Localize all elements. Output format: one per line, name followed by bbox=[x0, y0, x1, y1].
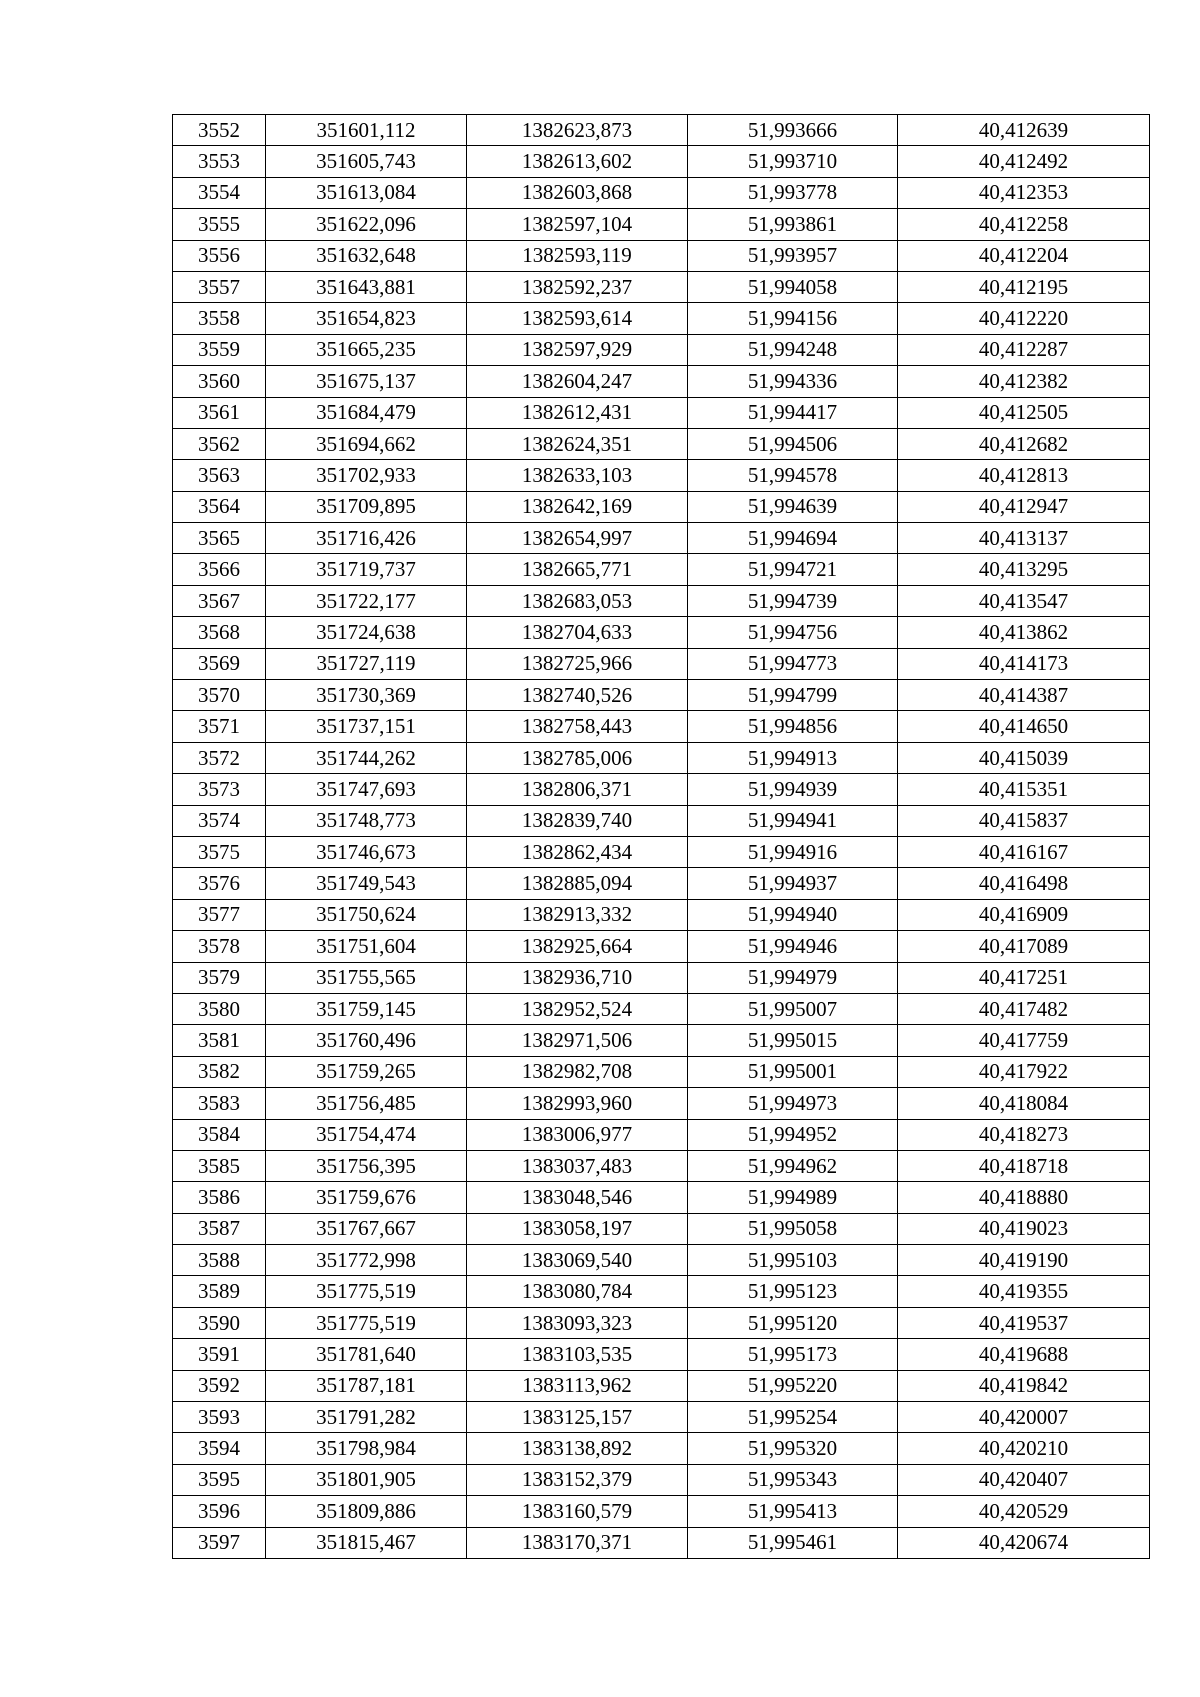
table-row bbox=[173, 742, 1150, 773]
longitude-cell: 40,415039 bbox=[898, 742, 1150, 773]
x-coordinate-cell: 351759,265 bbox=[266, 1056, 467, 1087]
y-coordinate-cell: 1383080,784 bbox=[467, 1276, 688, 1307]
longitude-cell: 40,412220 bbox=[898, 303, 1150, 334]
x-coordinate-cell: 351737,151 bbox=[266, 711, 467, 742]
latitude-cell: 51,995058 bbox=[688, 1213, 898, 1244]
longitude-cell: 40,417482 bbox=[898, 993, 1150, 1024]
longitude-cell: 40,417251 bbox=[898, 962, 1150, 993]
longitude-cell: 40,412947 bbox=[898, 491, 1150, 522]
y-coordinate-cell: 1382971,506 bbox=[467, 1025, 688, 1056]
latitude-cell: 51,995461 bbox=[688, 1527, 898, 1558]
point-number-cell: 3580 bbox=[173, 993, 266, 1024]
x-coordinate-cell: 351749,543 bbox=[266, 868, 467, 899]
latitude-cell: 51,994578 bbox=[688, 460, 898, 491]
latitude-cell: 51,995220 bbox=[688, 1370, 898, 1401]
x-coordinate-cell: 351755,565 bbox=[266, 962, 467, 993]
x-coordinate-cell: 351605,743 bbox=[266, 146, 467, 177]
point-number-cell: 3554 bbox=[173, 177, 266, 208]
table-row bbox=[173, 1150, 1150, 1181]
x-coordinate-cell: 351809,886 bbox=[266, 1496, 467, 1527]
latitude-cell: 51,994979 bbox=[688, 962, 898, 993]
longitude-cell: 40,412639 bbox=[898, 115, 1150, 146]
latitude-cell: 51,993666 bbox=[688, 115, 898, 146]
table-row bbox=[173, 554, 1150, 585]
longitude-cell: 40,412204 bbox=[898, 240, 1150, 271]
y-coordinate-cell: 1383152,379 bbox=[467, 1464, 688, 1495]
y-coordinate-cell: 1382592,237 bbox=[467, 271, 688, 302]
y-coordinate-cell: 1383103,535 bbox=[467, 1339, 688, 1370]
x-coordinate-cell: 351613,084 bbox=[266, 177, 467, 208]
point-number-cell: 3585 bbox=[173, 1150, 266, 1181]
longitude-cell: 40,416498 bbox=[898, 868, 1150, 899]
point-number-cell: 3558 bbox=[173, 303, 266, 334]
x-coordinate-cell: 351751,604 bbox=[266, 931, 467, 962]
latitude-cell: 51,994506 bbox=[688, 428, 898, 459]
longitude-cell: 40,417089 bbox=[898, 931, 1150, 962]
y-coordinate-cell: 1383069,540 bbox=[467, 1245, 688, 1276]
y-coordinate-cell: 1382925,664 bbox=[467, 931, 688, 962]
table-row bbox=[173, 868, 1150, 899]
latitude-cell: 51,994721 bbox=[688, 554, 898, 585]
table-row bbox=[173, 1307, 1150, 1338]
y-coordinate-cell: 1383138,892 bbox=[467, 1433, 688, 1464]
point-number-cell: 3561 bbox=[173, 397, 266, 428]
longitude-cell: 40,418273 bbox=[898, 1119, 1150, 1150]
longitude-cell: 40,417922 bbox=[898, 1056, 1150, 1087]
latitude-cell: 51,993778 bbox=[688, 177, 898, 208]
latitude-cell: 51,995123 bbox=[688, 1276, 898, 1307]
y-coordinate-cell: 1382839,740 bbox=[467, 805, 688, 836]
x-coordinate-cell: 351675,137 bbox=[266, 366, 467, 397]
y-coordinate-cell: 1382603,868 bbox=[467, 177, 688, 208]
table-row bbox=[173, 1088, 1150, 1119]
y-coordinate-cell: 1383037,483 bbox=[467, 1150, 688, 1181]
x-coordinate-cell: 351684,479 bbox=[266, 397, 467, 428]
y-coordinate-cell: 1383125,157 bbox=[467, 1402, 688, 1433]
y-coordinate-cell: 1382936,710 bbox=[467, 962, 688, 993]
point-number-cell: 3581 bbox=[173, 1025, 266, 1056]
x-coordinate-cell: 351622,096 bbox=[266, 209, 467, 240]
point-number-cell: 3588 bbox=[173, 1245, 266, 1276]
longitude-cell: 40,420529 bbox=[898, 1496, 1150, 1527]
point-number-cell: 3564 bbox=[173, 491, 266, 522]
latitude-cell: 51,994336 bbox=[688, 366, 898, 397]
x-coordinate-cell: 351601,112 bbox=[266, 115, 467, 146]
point-number-cell: 3555 bbox=[173, 209, 266, 240]
y-coordinate-cell: 1382885,094 bbox=[467, 868, 688, 899]
x-coordinate-cell: 351722,177 bbox=[266, 585, 467, 616]
y-coordinate-cell: 1382624,351 bbox=[467, 428, 688, 459]
longitude-cell: 40,419355 bbox=[898, 1276, 1150, 1307]
latitude-cell: 51,995254 bbox=[688, 1402, 898, 1433]
y-coordinate-cell: 1382665,771 bbox=[467, 554, 688, 585]
table-row bbox=[173, 240, 1150, 271]
longitude-cell: 40,420210 bbox=[898, 1433, 1150, 1464]
table-row bbox=[173, 1056, 1150, 1087]
latitude-cell: 51,994941 bbox=[688, 805, 898, 836]
latitude-cell: 51,995320 bbox=[688, 1433, 898, 1464]
table-row bbox=[173, 836, 1150, 867]
y-coordinate-cell: 1382654,997 bbox=[467, 523, 688, 554]
x-coordinate-cell: 351772,998 bbox=[266, 1245, 467, 1276]
table-row bbox=[173, 397, 1150, 428]
table-row bbox=[173, 774, 1150, 805]
longitude-cell: 40,412382 bbox=[898, 366, 1150, 397]
longitude-cell: 40,414387 bbox=[898, 680, 1150, 711]
latitude-cell: 51,995343 bbox=[688, 1464, 898, 1495]
y-coordinate-cell: 1383048,546 bbox=[467, 1182, 688, 1213]
x-coordinate-cell: 351815,467 bbox=[266, 1527, 467, 1558]
table-row bbox=[173, 805, 1150, 836]
latitude-cell: 51,994946 bbox=[688, 931, 898, 962]
table-row bbox=[173, 115, 1150, 146]
longitude-cell: 40,416909 bbox=[898, 899, 1150, 930]
x-coordinate-cell: 351760,496 bbox=[266, 1025, 467, 1056]
latitude-cell: 51,994773 bbox=[688, 648, 898, 679]
longitude-cell: 40,413862 bbox=[898, 617, 1150, 648]
y-coordinate-cell: 1382612,431 bbox=[467, 397, 688, 428]
point-number-cell: 3553 bbox=[173, 146, 266, 177]
point-number-cell: 3572 bbox=[173, 742, 266, 773]
longitude-cell: 40,413137 bbox=[898, 523, 1150, 554]
y-coordinate-cell: 1382758,443 bbox=[467, 711, 688, 742]
y-coordinate-cell: 1382862,434 bbox=[467, 836, 688, 867]
point-number-cell: 3583 bbox=[173, 1088, 266, 1119]
table-row bbox=[173, 523, 1150, 554]
longitude-cell: 40,420007 bbox=[898, 1402, 1150, 1433]
point-number-cell: 3570 bbox=[173, 680, 266, 711]
latitude-cell: 51,994856 bbox=[688, 711, 898, 742]
table-row bbox=[173, 1213, 1150, 1244]
latitude-cell: 51,994916 bbox=[688, 836, 898, 867]
point-number-cell: 3574 bbox=[173, 805, 266, 836]
latitude-cell: 51,994939 bbox=[688, 774, 898, 805]
latitude-cell: 51,994739 bbox=[688, 585, 898, 616]
point-number-cell: 3559 bbox=[173, 334, 266, 365]
table-row bbox=[173, 1496, 1150, 1527]
table-row bbox=[173, 617, 1150, 648]
x-coordinate-cell: 351748,773 bbox=[266, 805, 467, 836]
longitude-cell: 40,412682 bbox=[898, 428, 1150, 459]
point-number-cell: 3556 bbox=[173, 240, 266, 271]
x-coordinate-cell: 351702,933 bbox=[266, 460, 467, 491]
point-number-cell: 3579 bbox=[173, 962, 266, 993]
longitude-cell: 40,419023 bbox=[898, 1213, 1150, 1244]
longitude-cell: 40,413295 bbox=[898, 554, 1150, 585]
table-row bbox=[173, 491, 1150, 522]
table-row bbox=[173, 1025, 1150, 1056]
y-coordinate-cell: 1382704,633 bbox=[467, 617, 688, 648]
point-number-cell: 3592 bbox=[173, 1370, 266, 1401]
x-coordinate-cell: 351775,519 bbox=[266, 1307, 467, 1338]
x-coordinate-cell: 351727,119 bbox=[266, 648, 467, 679]
point-number-cell: 3591 bbox=[173, 1339, 266, 1370]
point-number-cell: 3589 bbox=[173, 1276, 266, 1307]
x-coordinate-cell: 351665,235 bbox=[266, 334, 467, 365]
point-number-cell: 3578 bbox=[173, 931, 266, 962]
point-number-cell: 3587 bbox=[173, 1213, 266, 1244]
table-row bbox=[173, 680, 1150, 711]
longitude-cell: 40,417759 bbox=[898, 1025, 1150, 1056]
y-coordinate-cell: 1382642,169 bbox=[467, 491, 688, 522]
longitude-cell: 40,418880 bbox=[898, 1182, 1150, 1213]
x-coordinate-cell: 351754,474 bbox=[266, 1119, 467, 1150]
y-coordinate-cell: 1382597,104 bbox=[467, 209, 688, 240]
latitude-cell: 51,995173 bbox=[688, 1339, 898, 1370]
latitude-cell: 51,994989 bbox=[688, 1182, 898, 1213]
y-coordinate-cell: 1382593,614 bbox=[467, 303, 688, 334]
longitude-cell: 40,414650 bbox=[898, 711, 1150, 742]
y-coordinate-cell: 1382740,526 bbox=[467, 680, 688, 711]
x-coordinate-cell: 351775,519 bbox=[266, 1276, 467, 1307]
longitude-cell: 40,418084 bbox=[898, 1088, 1150, 1119]
latitude-cell: 51,994694 bbox=[688, 523, 898, 554]
y-coordinate-cell: 1382982,708 bbox=[467, 1056, 688, 1087]
longitude-cell: 40,420407 bbox=[898, 1464, 1150, 1495]
latitude-cell: 51,994248 bbox=[688, 334, 898, 365]
table-row bbox=[173, 460, 1150, 491]
x-coordinate-cell: 351744,262 bbox=[266, 742, 467, 773]
longitude-cell: 40,412258 bbox=[898, 209, 1150, 240]
longitude-cell: 40,412287 bbox=[898, 334, 1150, 365]
longitude-cell: 40,414173 bbox=[898, 648, 1150, 679]
table-row bbox=[173, 177, 1150, 208]
table-row bbox=[173, 271, 1150, 302]
x-coordinate-cell: 351746,673 bbox=[266, 836, 467, 867]
point-number-cell: 3596 bbox=[173, 1496, 266, 1527]
x-coordinate-cell: 351694,662 bbox=[266, 428, 467, 459]
table-row bbox=[173, 334, 1150, 365]
point-number-cell: 3576 bbox=[173, 868, 266, 899]
longitude-cell: 40,412353 bbox=[898, 177, 1150, 208]
latitude-cell: 51,995120 bbox=[688, 1307, 898, 1338]
y-coordinate-cell: 1383170,371 bbox=[467, 1527, 688, 1558]
y-coordinate-cell: 1382623,873 bbox=[467, 115, 688, 146]
x-coordinate-cell: 351730,369 bbox=[266, 680, 467, 711]
table-row bbox=[173, 585, 1150, 616]
latitude-cell: 51,993861 bbox=[688, 209, 898, 240]
coordinates-table-body bbox=[173, 115, 1150, 1559]
y-coordinate-cell: 1382597,929 bbox=[467, 334, 688, 365]
x-coordinate-cell: 351719,737 bbox=[266, 554, 467, 585]
latitude-cell: 51,994962 bbox=[688, 1150, 898, 1181]
latitude-cell: 51,994058 bbox=[688, 271, 898, 302]
y-coordinate-cell: 1382593,119 bbox=[467, 240, 688, 271]
x-coordinate-cell: 351791,282 bbox=[266, 1402, 467, 1433]
longitude-cell: 40,419842 bbox=[898, 1370, 1150, 1401]
x-coordinate-cell: 351716,426 bbox=[266, 523, 467, 554]
y-coordinate-cell: 1382806,371 bbox=[467, 774, 688, 805]
latitude-cell: 51,993957 bbox=[688, 240, 898, 271]
table-row bbox=[173, 303, 1150, 334]
x-coordinate-cell: 351756,485 bbox=[266, 1088, 467, 1119]
x-coordinate-cell: 351750,624 bbox=[266, 899, 467, 930]
point-number-cell: 3571 bbox=[173, 711, 266, 742]
point-number-cell: 3594 bbox=[173, 1433, 266, 1464]
longitude-cell: 40,420674 bbox=[898, 1527, 1150, 1558]
table-row bbox=[173, 146, 1150, 177]
x-coordinate-cell: 351781,640 bbox=[266, 1339, 467, 1370]
latitude-cell: 51,994156 bbox=[688, 303, 898, 334]
latitude-cell: 51,995007 bbox=[688, 993, 898, 1024]
y-coordinate-cell: 1382613,602 bbox=[467, 146, 688, 177]
y-coordinate-cell: 1382913,332 bbox=[467, 899, 688, 930]
longitude-cell: 40,415837 bbox=[898, 805, 1150, 836]
point-number-cell: 3568 bbox=[173, 617, 266, 648]
y-coordinate-cell: 1382725,966 bbox=[467, 648, 688, 679]
point-number-cell: 3577 bbox=[173, 899, 266, 930]
latitude-cell: 51,995001 bbox=[688, 1056, 898, 1087]
latitude-cell: 51,995015 bbox=[688, 1025, 898, 1056]
x-coordinate-cell: 351787,181 bbox=[266, 1370, 467, 1401]
table-row bbox=[173, 711, 1150, 742]
point-number-cell: 3597 bbox=[173, 1527, 266, 1558]
point-number-cell: 3595 bbox=[173, 1464, 266, 1495]
point-number-cell: 3582 bbox=[173, 1056, 266, 1087]
longitude-cell: 40,419537 bbox=[898, 1307, 1150, 1338]
longitude-cell: 40,419190 bbox=[898, 1245, 1150, 1276]
table-row bbox=[173, 1119, 1150, 1150]
table-row bbox=[173, 899, 1150, 930]
point-number-cell: 3562 bbox=[173, 428, 266, 459]
point-number-cell: 3573 bbox=[173, 774, 266, 805]
x-coordinate-cell: 351709,895 bbox=[266, 491, 467, 522]
table-row bbox=[173, 648, 1150, 679]
x-coordinate-cell: 351756,395 bbox=[266, 1150, 467, 1181]
latitude-cell: 51,994417 bbox=[688, 397, 898, 428]
table-row bbox=[173, 993, 1150, 1024]
latitude-cell: 51,993710 bbox=[688, 146, 898, 177]
latitude-cell: 51,994937 bbox=[688, 868, 898, 899]
longitude-cell: 40,412492 bbox=[898, 146, 1150, 177]
x-coordinate-cell: 351724,638 bbox=[266, 617, 467, 648]
point-number-cell: 3557 bbox=[173, 271, 266, 302]
point-number-cell: 3590 bbox=[173, 1307, 266, 1338]
point-number-cell: 3586 bbox=[173, 1182, 266, 1213]
longitude-cell: 40,412505 bbox=[898, 397, 1150, 428]
x-coordinate-cell: 351798,984 bbox=[266, 1433, 467, 1464]
longitude-cell: 40,413547 bbox=[898, 585, 1150, 616]
y-coordinate-cell: 1383006,977 bbox=[467, 1119, 688, 1150]
point-number-cell: 3560 bbox=[173, 366, 266, 397]
table-row bbox=[173, 1276, 1150, 1307]
latitude-cell: 51,994913 bbox=[688, 742, 898, 773]
point-number-cell: 3569 bbox=[173, 648, 266, 679]
x-coordinate-cell: 351759,145 bbox=[266, 993, 467, 1024]
longitude-cell: 40,418718 bbox=[898, 1150, 1150, 1181]
table-row bbox=[173, 1527, 1150, 1558]
longitude-cell: 40,419688 bbox=[898, 1339, 1150, 1370]
x-coordinate-cell: 351801,905 bbox=[266, 1464, 467, 1495]
point-number-cell: 3552 bbox=[173, 115, 266, 146]
latitude-cell: 51,995103 bbox=[688, 1245, 898, 1276]
x-coordinate-cell: 351767,667 bbox=[266, 1213, 467, 1244]
latitude-cell: 51,994799 bbox=[688, 680, 898, 711]
table-row bbox=[173, 428, 1150, 459]
latitude-cell: 51,995413 bbox=[688, 1496, 898, 1527]
x-coordinate-cell: 351759,676 bbox=[266, 1182, 467, 1213]
y-coordinate-cell: 1383058,197 bbox=[467, 1213, 688, 1244]
table-row bbox=[173, 1402, 1150, 1433]
point-number-cell: 3567 bbox=[173, 585, 266, 616]
longitude-cell: 40,415351 bbox=[898, 774, 1150, 805]
table-row bbox=[173, 1433, 1150, 1464]
y-coordinate-cell: 1382604,247 bbox=[467, 366, 688, 397]
x-coordinate-cell: 351747,693 bbox=[266, 774, 467, 805]
point-number-cell: 3575 bbox=[173, 836, 266, 867]
latitude-cell: 51,994952 bbox=[688, 1119, 898, 1150]
longitude-cell: 40,416167 bbox=[898, 836, 1150, 867]
y-coordinate-cell: 1382633,103 bbox=[467, 460, 688, 491]
table-row bbox=[173, 1245, 1150, 1276]
point-number-cell: 3563 bbox=[173, 460, 266, 491]
y-coordinate-cell: 1383113,962 bbox=[467, 1370, 688, 1401]
table-row bbox=[173, 1370, 1150, 1401]
x-coordinate-cell: 351643,881 bbox=[266, 271, 467, 302]
table-row bbox=[173, 1464, 1150, 1495]
y-coordinate-cell: 1382952,524 bbox=[467, 993, 688, 1024]
latitude-cell: 51,994940 bbox=[688, 899, 898, 930]
table-row bbox=[173, 962, 1150, 993]
point-number-cell: 3565 bbox=[173, 523, 266, 554]
table-row bbox=[173, 209, 1150, 240]
latitude-cell: 51,994756 bbox=[688, 617, 898, 648]
table-row bbox=[173, 1182, 1150, 1213]
latitude-cell: 51,994639 bbox=[688, 491, 898, 522]
y-coordinate-cell: 1383093,323 bbox=[467, 1307, 688, 1338]
longitude-cell: 40,412195 bbox=[898, 271, 1150, 302]
y-coordinate-cell: 1382785,006 bbox=[467, 742, 688, 773]
x-coordinate-cell: 351632,648 bbox=[266, 240, 467, 271]
longitude-cell: 40,412813 bbox=[898, 460, 1150, 491]
table-row bbox=[173, 931, 1150, 962]
y-coordinate-cell: 1382683,053 bbox=[467, 585, 688, 616]
point-number-cell: 3593 bbox=[173, 1402, 266, 1433]
latitude-cell: 51,994973 bbox=[688, 1088, 898, 1119]
x-coordinate-cell: 351654,823 bbox=[266, 303, 467, 334]
table-row bbox=[173, 366, 1150, 397]
y-coordinate-cell: 1382993,960 bbox=[467, 1088, 688, 1119]
y-coordinate-cell: 1383160,579 bbox=[467, 1496, 688, 1527]
point-number-cell: 3584 bbox=[173, 1119, 266, 1150]
point-number-cell: 3566 bbox=[173, 554, 266, 585]
table-row bbox=[173, 1339, 1150, 1370]
coordinates-table bbox=[172, 114, 1150, 1559]
